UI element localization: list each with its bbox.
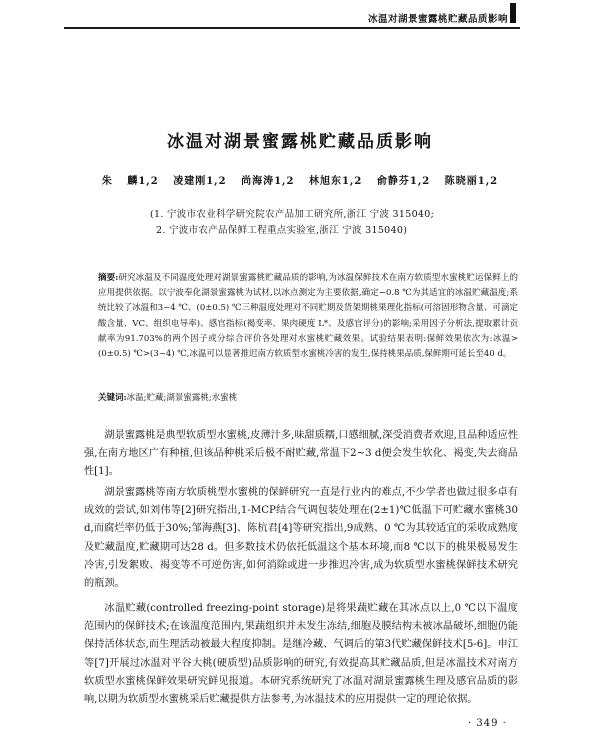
paragraph-text: 湖景蜜露桃是典型软质型水蜜桃,皮薄汁多,味甜质糯,口感细腻,深受消费者欢迎,且品种适应性强,在南方地区广有种植,但该品种桃采后极不耐贮藏,常温下2~3 d便会发生软化、褐变,失去商品性[1]。 — [84, 430, 518, 478]
running-header — [0, 0, 600, 24]
header-rule — [64, 27, 520, 29]
paragraph-text: 冰温贮藏(controlled freezing-point storage)是将果蔬贮藏在其冰点以上,0 ℃以下温度范围内的保鲜技术;在该温度范围内,果蔬组织并未发生冻结,细胞及膜结构未被冰晶破坏,细胞仍能保持活体状态,而生理活动被最大程度抑制。是继冷藏、气调后的第3代贮藏保鲜技术[5-6]。申江等[7]开展过冰温对平谷大桃(硬质型)品质影响的研究,有效提高其贮藏品质,但是冰温技术对南方软质型水蜜桃保鲜效果研究鲜见报道。本研究系统研究了冰温对湖景蜜露桃生理及感官品质的影响,以期为软质型水蜜桃采后贮藏提供方法参考,为冰温技术的应用提供一定的理论依据。 — [84, 603, 518, 706]
paper-title: 冰温对湖景蜜露桃贮藏品质影响 — [167, 132, 433, 152]
page-edge-marker — [510, 3, 516, 23]
keywords — [98, 391, 518, 406]
running-head-title: 冰温对湖景蜜露桃贮藏品质影响 — [367, 14, 508, 25]
paragraph-text: 湖景蜜露桃等南方软质桃型水蜜桃的保鲜研究一直是行业内的难点,不少学者也做过很多卓有成效的尝试,如刘伟等[2]研究指出,1-MCP结合气调包装处理在(2±1)℃低温下可贮藏水蜜桃30 d,而腐烂率仍低于30%;邹海燕[3]、陈杭君[4]等研究指出,9成熟、0 ℃为其较适宜的采收成熟度及贮藏温度,贮藏期可达28 d。但多数技术仍依托低温这个基本环境,而8 ℃以下的桃果极易发生冷害,引发絮败、褐变等不可逆伤害,如何消除或进一步推迟冷害,成为软质型水蜜桃保鲜技术研究的瓶颈。 — [84, 487, 518, 590]
abstract-label: 摘要: — [98, 273, 119, 283]
affiliation-1: (1. 宁波市农业科学研究院农产品加工研究所,浙江 宁波 315040; — [150, 209, 435, 220]
keywords-label: 关键词: — [98, 393, 127, 403]
abstract-text: 研究冰温及不同温度处理对湖景蜜露桃贮藏品质的影响,为冰温保鲜技术在南方软质型水蜜桃贮运保鲜上的应用提供依据。以宁波奉化湖景蜜露桃为试材,以冰点测定为主要依据,确定−0.8 ℃为其适宜的冰温贮藏温度;系统比较了冰温和3~4 ℃、(0±0.5) ℃三种温度处理对不同贮期及货架期桃果理化指标(可溶固形物含量、可滴定酸含量、VC、组织电导率)、感官指标(褐变率、果肉硬度 L*、及感官评分)的影响;采用因子分析法,提取累计贡献率为91.703%的两个因子或分综合评价各处理对水蜜桃贮藏效果。试验结果表明:保鲜效果依次为:冰温>(0±0.5) ℃>(3~4) ℃,冰温可以显著推迟南方软质型水蜜桃冷害的发生,保持桃果品质,保鲜期可延长至40 d。 — [98, 273, 518, 360]
affiliation-2: 2. 宁波市农产品保鲜工程重点实验室,浙江 宁波 315040) — [156, 225, 408, 236]
abstract — [98, 271, 518, 362]
body-paragraph-1 — [84, 427, 518, 482]
keywords-text: 冰温;贮藏;湖景蜜露桃;水蜜桃 — [126, 393, 238, 403]
page-number: · 349 · — [468, 718, 507, 729]
author-list: 朱 麟1,2 凌建刚1,2 尚海涛1,2 林旭东1,2 俞静芬1,2 陈晓丽1,2 — [101, 176, 499, 187]
body-paragraph-3 — [84, 600, 518, 709]
body-paragraph-2 — [84, 484, 518, 593]
